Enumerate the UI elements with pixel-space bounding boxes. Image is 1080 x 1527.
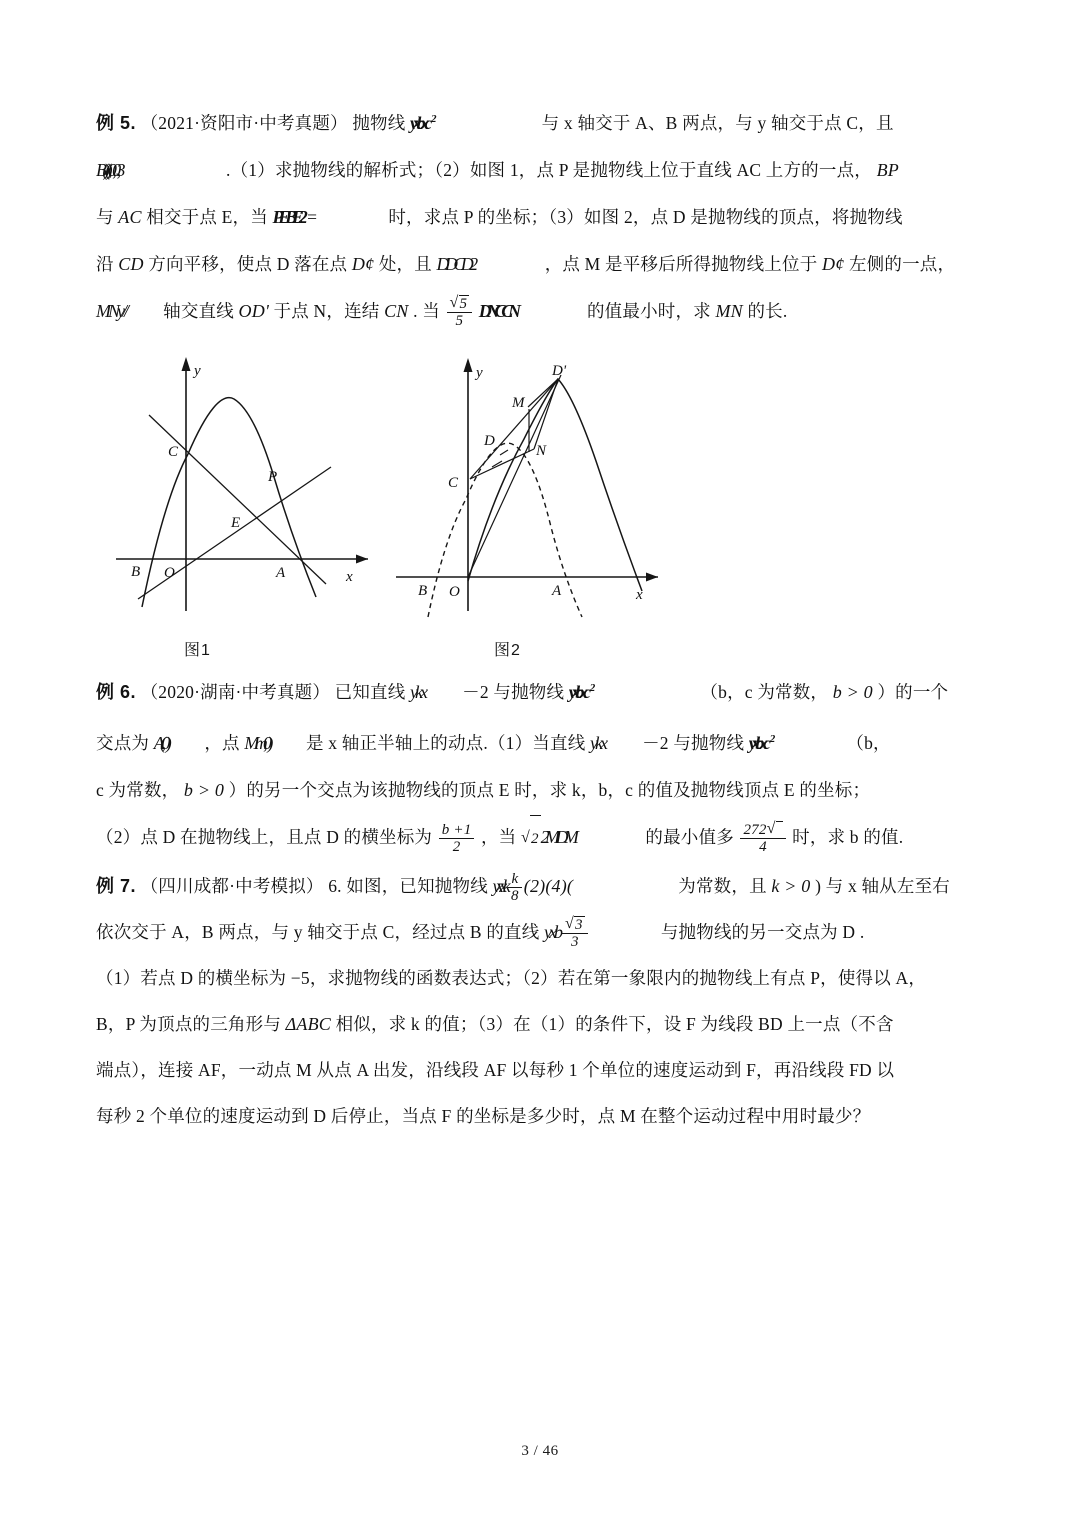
problem-example-7 [96,863,988,1139]
problem-source-5: （2021·资阳市·中考真题） [140,113,348,133]
figure-1 [116,349,396,639]
problem-5-line4c: 处，且 [378,254,432,274]
problem-5-line5a: 轴交直线 [163,301,234,321]
label-axis-x: x [346,569,353,585]
problem-6-line2e: （b， [846,733,891,753]
problem-6-line4c: 的最小值多 [645,827,734,847]
segment-BP: BP [876,160,899,180]
label-axis-y: y [194,363,201,379]
problem-7-line1c: ) 与 x 轴从左至右 [815,876,950,896]
problem-5-line1a: 抛物线 [352,113,406,133]
problem-7-line4a: B，P 为顶点的三角形与 [96,1014,282,1034]
formula-MN-parallel-y: MNy// [96,301,126,321]
problem-5-line1b: 与 x 轴交于 A、B 两点，与 y 轴交于点 C，且 [541,113,894,133]
label-B: B [418,583,428,599]
formula-point-M: Mm,0) [244,733,269,753]
problem-5-line3b: 相交于点 E，当 [146,207,268,227]
problem-5-line2a: .（1）求抛物线的解析式；（2）如图 1，点 P 是抛物线上位于直线 AC 上方的一点， [226,160,872,180]
x-axis-arrow [646,573,658,582]
problem-6-line3a: c 为常数， [96,780,180,800]
condition-k-positive: k > 0 [771,876,811,896]
problem-source-7: （四川成都·中考模拟） [140,876,324,896]
label-A: A [552,583,562,599]
problem-6-line2a: 交点为 [96,733,150,753]
figure-2 [396,349,686,639]
formula-parabola-7-tail: (2)(4)( [523,876,574,896]
problem-6-line1a: 已知直线 [334,682,406,702]
figure-2-caption: 图2 [494,642,521,659]
problem-7-line1a: 6. 如图，已知抛物线 [328,876,488,896]
problem-5-line3c: 时，求点 P 的坐标；（3）如图 2，点 D 是抛物线的顶点，将抛物线 [388,207,903,227]
problem-5-line3a: 与 [96,207,114,227]
segment-C-Dprime [470,379,558,479]
formula-DN-CN-min: DNCCN [478,301,516,321]
problem-5-line4d: ，点 M 是平移后所得抛物线上位于 [544,254,818,274]
problem-example-5 [96,96,988,335]
formula-point-A: A(,0) [153,733,168,753]
point-D-prime: D¢ [351,254,375,274]
y-axis-arrow [182,357,191,371]
problem-6-line2b: ，点 [204,733,240,753]
problem-5-line5c: . 当 [413,301,440,321]
formula-parabola-6-2: yxbxc 2 [748,733,776,753]
problem-6-line1b: 与抛物线 [493,682,565,702]
problem-source-6: （2020·湖南·中考真题） [140,682,331,702]
formula-line-tail: －2 [462,682,489,702]
problem-label-6: 例 6. [96,682,137,702]
formula-parabola-6: yxbxc 2 [568,682,596,702]
problem-7-line4b: 相似，求 k 的值；（3）在（1）的条件下，设 F 为线段 BD 上一点（不含 [335,1014,894,1034]
fraction-sqrt3-over-3: √ $\frac{3}{3}$ [562,916,588,950]
fraction-b-plus-half: $\frac{b +1}{2}$ [439,822,475,855]
problem-7-line5: 端点），连接 AF，一动点 M 从点 A 出发，沿线段 AF 以每秒 1 个单位的速度运动到 F，再沿线段 FD 以 [96,1060,895,1080]
label-E: E [231,515,241,531]
condition-b-positive: b > 0 [832,682,873,702]
problem-6-line2d: 与抛物线 [673,733,745,753]
formula-DD-CD: DDCD2 [436,254,474,274]
formula-parabola-5: yxbxc 2 [410,113,437,133]
problem-7-line6: 每秒 2 个单位的速度运动到 D 后停止，当点 F 的坐标是多少时，点 M 在整个运动过程中用时最少？ [96,1106,871,1126]
label-axis-y: y [476,365,483,381]
segment-OD-prime: OD' [238,301,269,321]
condition-b-positive-2: b > 0 [183,780,225,800]
formula-ratio-equals: = [307,207,318,227]
problem-7-line3: （1）若点 D 的横坐标为 −5，求抛物线的函数表达式；（2）若在第一象限内的抛物线上有点 P，使得以 A， [96,968,927,988]
problem-5-line4a: 沿 [96,254,114,274]
problem-label-7: 例 7. [96,876,137,896]
label-C: C [448,475,459,491]
formula-line-y-kx-2: ykx [589,733,605,753]
figure-1-caption: 图1 [184,642,211,659]
label-C: C [168,444,179,460]
point-D-prime-2: D¢ [821,254,845,274]
label-N: N [536,443,547,459]
problem-7-line2a: 依次交于 A，B 两点，与 y 轴交于点 C，经过点 B 的直线 [96,922,540,942]
sqrt-2: √ 2 [521,815,541,863]
segment-CD: CD [118,254,144,274]
problem-5-line5d: 的值最小时，求 [586,301,711,321]
label-D-prime: D' [552,363,567,379]
formula-MD-M: 2MDM [540,827,575,847]
label-D: D [484,433,495,449]
formula-parabola-7: yxxk [492,876,507,896]
segment-AC: AC [118,207,142,227]
fraction-sqrt5-over-5: √ $\frac{5}{5}$ [447,295,473,329]
figure-2-svg [396,349,686,634]
label-A: A [276,565,286,581]
problem-label-5: 例 5. [96,113,137,133]
page-footer: 3 / 46 [521,1443,559,1459]
parabola-translated [468,379,642,591]
figure-1-svg [116,349,396,634]
formula-ratio-PE-BE: PEBE2 [272,207,303,227]
label-B: B [131,564,141,580]
problem-5-line5e: 的长. [747,301,788,321]
page-content [96,96,988,1139]
problem-5-line4b: 方向平移，使点 D 落在点 [148,254,348,274]
fraction-27sqrt2-over-4: $\frac{272√}{4}$ [740,821,785,855]
formula-line2-tail: －2 [642,733,669,753]
x-axis-arrow [356,555,368,564]
problem-6-line2c: 是 x 轴正半轴上的动点.（1）当直线 [305,733,586,753]
problem-example-6 [96,665,988,863]
problem-6-line1d: ）的一个 [877,682,949,702]
fraction-k-over-8: $\frac{k}{8}$ [508,871,522,904]
problem-5-line5b: 于点 N，连结 [273,301,380,321]
formula-line-7: yxb [544,922,560,942]
segment-CN: CN [384,301,409,321]
problem-5-line4e: 左侧的一点， [848,254,956,274]
formula-line-y-kx: ykx [410,682,425,702]
problem-6-line4a: （2）点 D 在抛物线上，且点 D 的横坐标为 [96,827,433,847]
segment-MN: MN [715,301,743,321]
label-M: M [512,395,525,411]
problem-6-line3b: ）的另一个交点为该抛物线的顶点 E 时，求 k，b，c 的值及抛物线顶点 E 的坐标； [228,780,871,800]
problem-6-line1c: （b，c 为常数， [700,682,829,702]
figures-row [96,349,988,659]
problem-7-line2b: 与抛物线的另一交点为 D . [660,922,865,942]
label-O: O [164,565,175,581]
label-O: O [449,584,460,600]
problem-6-line4b: ，当 [480,827,517,847]
formula-points-B: B()(),0,0,3 [96,160,121,180]
label-P: P [268,469,278,485]
problem-7-line1b: 为常数，且 [678,876,767,896]
triangle-ABC: ΔABC [285,1014,331,1034]
label-axis-x: x [636,587,643,603]
y-axis-arrow [464,358,473,372]
problem-6-line4d: 时，求 b 的值. [792,827,904,847]
tick-mark-2 [500,450,508,455]
